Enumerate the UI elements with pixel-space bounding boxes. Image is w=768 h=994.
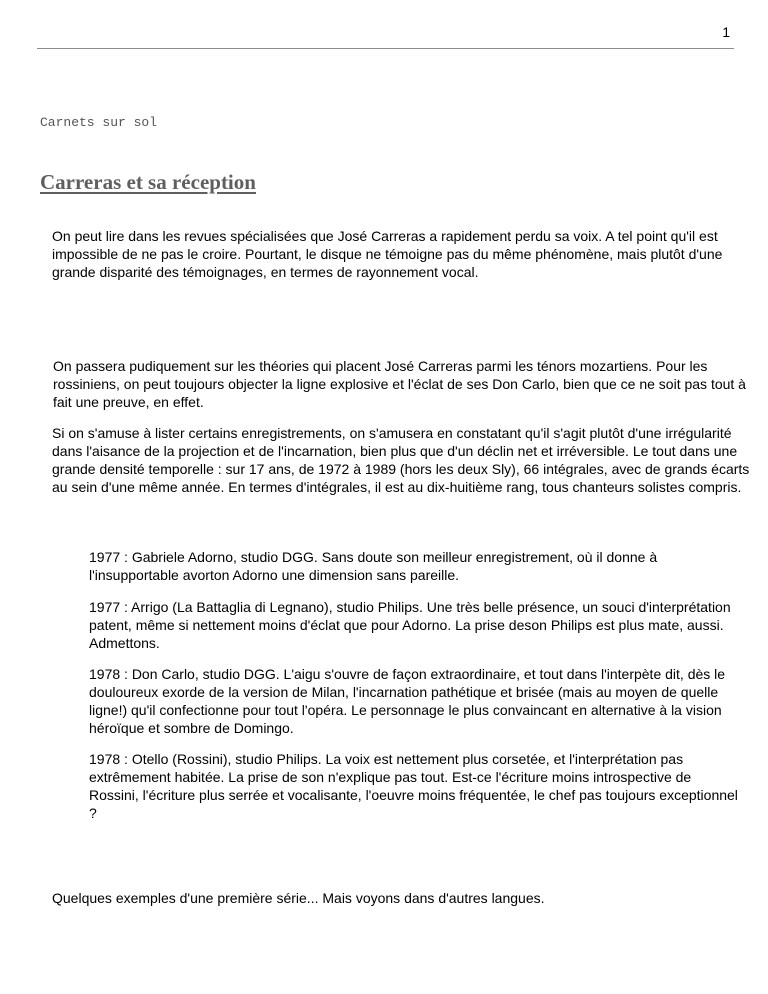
page-number: 1	[722, 24, 730, 40]
recordings-intro-paragraph: Si on s'amuse à lister certains enregistrements, on s'amusera en constatant qu'il s'agit plutôt d'une irrégularité dans l'aisance de la projection et de l'incarnation, bien plus que d'un déclin net et irréversible. Le tout dans une grande densité temporelle : sur 17 ans, de 1972 à 1989 (hors les deux Sly), 66 intégrales, avec de grands écarts au sein d'une même année. En termes d'intégrales, il est au dix-huitième rang, tous chanteurs solistes compris.	[52, 425, 750, 495]
header-divider	[37, 48, 734, 49]
post-title[interactable]: Carreras et sa réception	[40, 170, 256, 194]
recording-item: 1978 : Don Carlo, studio DGG. L'aigu s'ouvre de façon extraordinaire, et tout dans l'interpète dit, dès le douloureux exorde de la version de Milan, l'incarnation pathétique et brisée (mais au moyen de quelle ligne!) qu'il confectionne pour tout l'opéra. Le personnage le plus convaincant en alternative à la vision héroïque et sombre de Domingo.	[89, 666, 726, 736]
recording-item: 1978 : Otello (Rossini), studio Philips. La voix est nettement plus corsetée, et l'interprétation pas extrêmement habitée. La prise de son n'explique pas tout. Est-ce l'écriture moins introspective de Rossini, l'écriture plus serrée et vocalisante, l'oeuvre moins fréquentée, le chef pas toujours exceptionnel ?	[89, 751, 738, 821]
recording-item: 1977 : Arrigo (La Battaglia di Legnano), studio Philips. Une très belle présence, un souci d'interprétation patent, même si nettement moins d'éclat que pour Adorno. La prise deson Philips est plus mate, aussi. Admettons.	[89, 599, 731, 651]
intro-paragraph: On peut lire dans les revues spécialisées que José Carreras a rapidement perdu sa voix. A tel point qu'il est impossible de ne pas le croire. Pourtant, le disque ne témoigne pas du même phénomène, mais plutôt d'une grande disparité des témoignages, en termes de rayonnement vocal.	[52, 228, 723, 280]
closing-paragraph: Quelques exemples d'une première série... Mais voyons dans d'autres langues.	[52, 890, 545, 906]
recording-item: 1977 : Gabriele Adorno, studio DGG. Sans doute son meilleur enregistrement, où il donne à l'insupportable avorton Adorno une dimension sans pareille.	[89, 549, 658, 583]
mozart-paragraph: On passera pudiquement sur les théories qui placent José Carreras parmi les ténors mozartiens. Pour les rossiniens, on peut toujours objecter la ligne explosive et l'éclat de ses Don Carlo, bien que ce ne soit pas tout à fait une preuve, en effet.	[53, 358, 746, 410]
blog-name: Carnets sur sol	[40, 115, 158, 130]
